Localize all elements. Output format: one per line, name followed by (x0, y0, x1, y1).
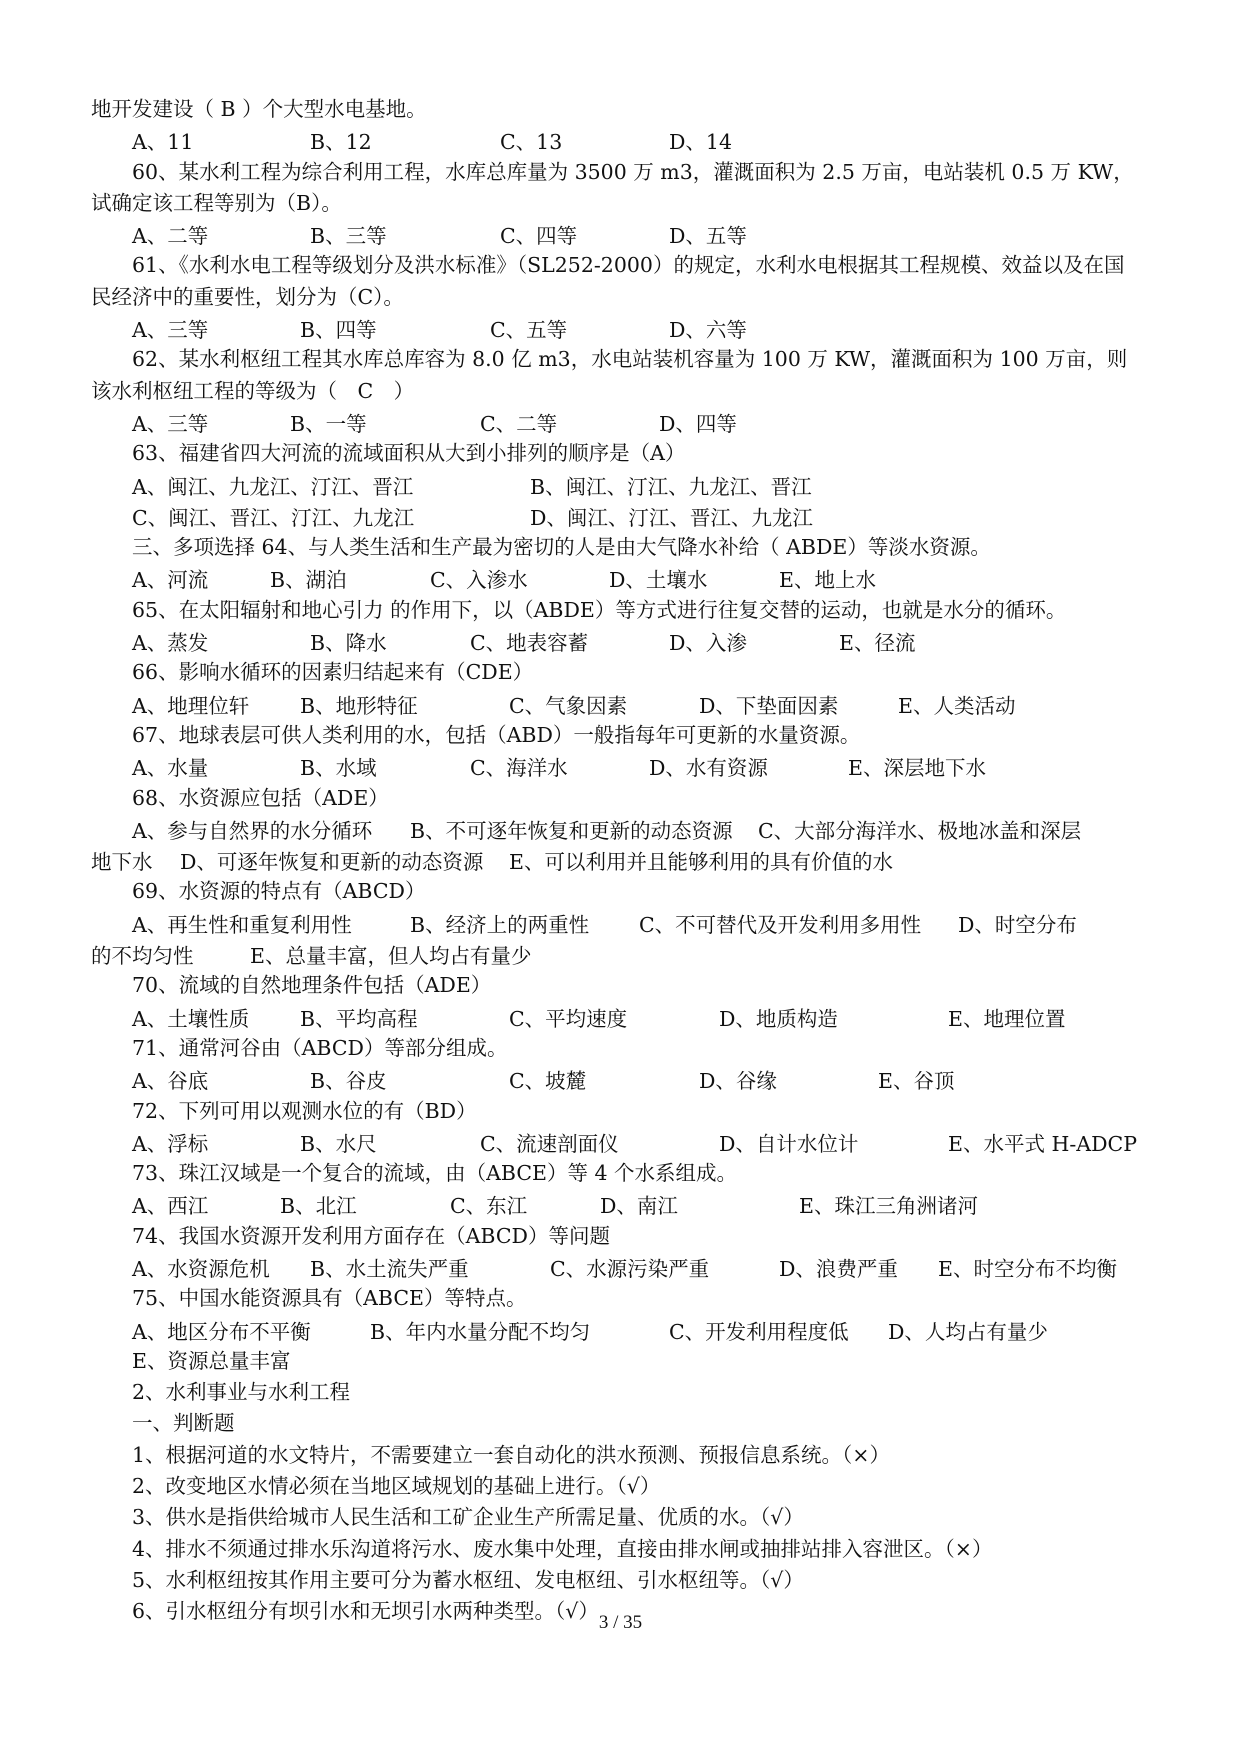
option-c: C、地表容蓄 (470, 631, 589, 656)
judgment-item-5: 5、水利枢纽按其作用主要可分为蓄水枢纽、发电枢纽、引水枢纽等。（√） (132, 1567, 804, 1592)
option-a: A、蒸发 (132, 631, 209, 656)
judgment-item-3: 3、供水是指供给城市人民生活和工矿企业生产所需足量、优质的水。（√） (132, 1505, 804, 1530)
text-line: 地开发建设（ B ）个大型水电基地。 (91, 97, 427, 121)
option-b: B、平均高程 (300, 1006, 418, 1031)
option-e: E、地理位置 (948, 1006, 1066, 1031)
options-q68-row2 (91, 845, 1161, 876)
options-q67 (91, 751, 1161, 782)
option-e: E、深层地下水 (848, 756, 986, 781)
page-number: 3 / 35 (598, 1612, 643, 1633)
judgment-item-4: 4、排水不须通过排水乐沟道将污水、废水集中处理，直接由排水闸或抽排站排入容泄区。（×） (132, 1536, 993, 1561)
option-c: C、开发利用程度低 (669, 1319, 849, 1344)
question-62: 62、某水利枢纽工程其水库总库容为 8.0 亿 m3，水电站装机容量为 100 万 KW，灌溉面积为 100 万亩，则 (132, 347, 1128, 372)
options-q68-row1 (91, 814, 1161, 845)
question-61-cont: 民经济中的重要性，划分为（C）。 (91, 284, 404, 309)
option-e: E、资源总量丰富 (132, 1348, 291, 1373)
option-d: D、人均占有量少 (888, 1319, 1048, 1344)
question-71: 71、通常河谷由（ABCD）等部分组成。 (132, 1035, 508, 1060)
options-q73 (91, 1189, 1161, 1220)
options-q71 (91, 1064, 1161, 1095)
document-body (91, 94, 1161, 1628)
option-a: A、地区分布不平衡 (132, 1319, 311, 1344)
options-q65 (91, 626, 1161, 657)
option-a: A、参与自然界的水分循环 (132, 818, 373, 843)
option-e: E、水平式 H-ADCP (948, 1131, 1138, 1156)
option-c: C、入渗水 (430, 568, 528, 593)
options-q69-row1 (91, 908, 1161, 939)
question-67: 67、地球表层可供人类利用的水，包括（ABD）一般指每年可更新的水量资源。 (132, 722, 861, 747)
option-a: A、三等 (132, 411, 209, 436)
option-c: C、东江 (450, 1194, 528, 1219)
options-q72 (91, 1127, 1161, 1158)
option-b: B、谷皮 (310, 1069, 387, 1094)
question-62-cont: 该水利枢纽工程的等级为（ C ） (91, 378, 415, 403)
option-c-cont: 地下水 (91, 850, 153, 875)
option-a: A、西江 (132, 1194, 209, 1219)
option-d: D、时空分布 (958, 912, 1077, 937)
option-a: A、三等 (132, 318, 209, 343)
option-a: A、谷底 (132, 1069, 209, 1094)
options-q61 (91, 313, 1161, 344)
question-63: 63、福建省四大河流的流域面积从大到小排列的顺序是（A） (132, 441, 686, 466)
question-72: 72、下列可用以观测水位的有（BD） (132, 1098, 477, 1123)
option-a: A、再生性和重复利用性 (132, 912, 352, 937)
option-d: D、浪费严重 (779, 1256, 898, 1281)
option-c: C、闽江、晋江、汀江、九龙江 (132, 505, 415, 530)
option-e: E、地上水 (779, 568, 876, 593)
option-c: C、气象因素 (509, 693, 628, 718)
option-b: B、水尺 (300, 1131, 377, 1156)
judgment-item-2: 2、改变地区水情必须在当地区域规划的基础上进行。（√） (132, 1474, 661, 1499)
option-d: D、地质构造 (719, 1006, 838, 1031)
option-b: B、水域 (300, 756, 377, 781)
option-c: C、13 (500, 130, 563, 155)
option-d: D、南江 (600, 1194, 678, 1219)
subsection-heading: 一、判断题 (132, 1411, 235, 1436)
option-b: B、北江 (280, 1194, 357, 1219)
options-q75 (91, 1315, 1161, 1346)
option-a: A、水量 (132, 756, 209, 781)
option-d: D、闽江、汀江、晋江、九龙江 (530, 505, 813, 530)
option-b: B、地形特征 (300, 693, 418, 718)
option-c: C、平均速度 (509, 1006, 628, 1031)
question-69: 69、水资源的特点有（ABCD） (132, 879, 426, 904)
option-b: B、不可逐年恢复和更新的动态资源 (410, 818, 733, 843)
option-b: B、年内水量分配不均匀 (370, 1319, 591, 1344)
option-d: D、五等 (669, 224, 747, 249)
option-c: C、五等 (490, 318, 568, 343)
option-d: D、四等 (659, 411, 737, 436)
question-66: 66、影响水循环的因素归结起来有（CDE） (132, 660, 534, 685)
options-q62 (91, 407, 1161, 438)
question-68: 68、水资源应包括（ADE） (132, 785, 389, 810)
option-a: A、11 (132, 130, 194, 155)
option-e: E、珠江三角洲诸河 (799, 1194, 978, 1219)
option-c: C、海洋水 (470, 756, 568, 781)
option-c: C、水源污染严重 (550, 1256, 710, 1281)
question-75: 75、中国水能资源具有（ABCE）等特点。 (132, 1286, 527, 1311)
option-c: C、不可替代及开发利用多用性 (639, 912, 922, 937)
option-d: D、六等 (669, 318, 747, 343)
options-q63-row1 (91, 470, 1161, 501)
option-d: D、下垫面因素 (699, 693, 839, 718)
question-64: 三、多项选择 64、与人类生活和生产最为密切的人是由大气降水补给（ ABDE）等淡水资源。 (132, 535, 991, 560)
option-a: A、二等 (132, 224, 209, 249)
options-q66 (91, 689, 1161, 720)
option-a: A、水资源危机 (132, 1256, 270, 1281)
option-a: A、地理位轩 (132, 693, 250, 718)
option-e: E、径流 (839, 631, 916, 656)
option-b: B、降水 (310, 631, 387, 656)
option-d-cont: 的不均匀性 (91, 944, 194, 969)
option-b: B、闽江、汀江、九龙江、晋江 (530, 474, 812, 499)
question-65: 65、在太阳辐射和地心引力 的作用下，以（ABDE）等方式进行往复交替的运动，也就是水分的循环。 (132, 597, 1067, 622)
option-c: C、坡麓 (509, 1069, 587, 1094)
options-q70 (91, 1002, 1161, 1033)
option-d: D、14 (669, 130, 733, 155)
option-b: B、湖泊 (270, 568, 347, 593)
option-e: E、时空分布不均衡 (938, 1256, 1117, 1281)
question-61: 61、《水利水电工程等级划分及洪水标准》（SL252-2000）的规定，水利水电根据其工程规模、效益以及在国 (132, 253, 1125, 278)
option-d: D、谷缘 (699, 1069, 777, 1094)
option-e: E、人类活动 (898, 693, 1016, 718)
option-b: B、水土流失严重 (310, 1256, 469, 1281)
options-q74 (91, 1252, 1161, 1283)
question-60-cont: 试确定该工程等别为（B）。 (91, 190, 342, 215)
option-b: B、四等 (300, 318, 377, 343)
options-q64 (91, 563, 1161, 594)
option-c: C、二等 (480, 411, 558, 436)
option-a: A、河流 (132, 568, 209, 593)
option-d: D、水有资源 (649, 756, 768, 781)
option-c: C、大部分海洋水、极地冰盖和深层 (758, 818, 1082, 843)
option-d: D、可逐年恢复和更新的动态资源 (180, 850, 484, 875)
option-b: B、一等 (290, 411, 367, 436)
option-e: E、谷顶 (878, 1069, 955, 1094)
options-q60 (91, 219, 1161, 250)
option-e: E、总量丰富，但人均占有量少 (250, 944, 532, 969)
option-c: C、四等 (500, 224, 578, 249)
question-70: 70、流域的自然地理条件包括（ADE） (132, 973, 492, 998)
option-b: B、12 (310, 130, 372, 155)
option-e: E、可以利用并且能够利用的具有价值的水 (509, 850, 893, 875)
question-74: 74、我国水资源开发利用方面存在（ABCD）等问题 (132, 1223, 610, 1248)
options-q69-row2 (91, 939, 1161, 970)
option-d: D、土壤水 (609, 568, 708, 593)
section-heading: 2、水利事业与水利工程 (132, 1380, 351, 1405)
options-q59 (91, 125, 1161, 156)
option-a: A、土壤性质 (132, 1006, 250, 1031)
judgment-item-1: 1、根据河道的水文特片，不需要建立一套自动化的洪水预测、预报信息系统。（×） (132, 1442, 890, 1467)
option-a: A、浮标 (132, 1131, 209, 1156)
question-73: 73、珠江汉域是一个复合的流域，由（ABCE）等 4 个水系组成。 (132, 1161, 738, 1186)
options-q63-row2 (91, 501, 1161, 532)
question-60: 60、某水利工程为综合利用工程，水库总库量为 3500 万 m3，灌溉面积为 2.5 万亩，电站装机 0.5 万 KW， (132, 159, 1134, 184)
option-b: B、三等 (310, 224, 387, 249)
judgment-item-6: 6、引水枢纽分有坝引水和无坝引水两种类型。（√） (132, 1599, 599, 1624)
option-a: A、闽江、九龙江、汀江、晋江 (132, 474, 414, 499)
option-b: B、经济上的两重性 (410, 912, 590, 937)
option-d: D、入渗 (669, 631, 747, 656)
option-d: D、自计水位计 (719, 1131, 859, 1156)
option-c: C、流速剖面仪 (480, 1131, 619, 1156)
